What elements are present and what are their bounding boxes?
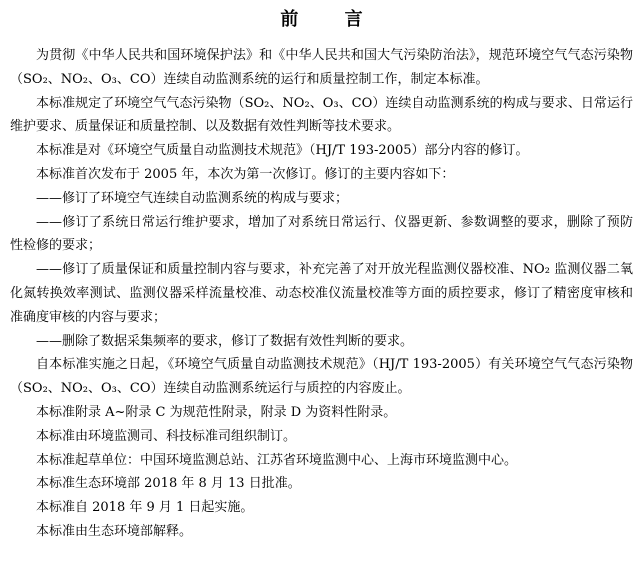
revision-item: ——删除了数据采集频率的要求，修订了数据有效性判断的要求。: [36, 333, 414, 349]
paragraph-scope: 本标准规定了环境空气气态污染物（SO₂、NO₂、O₃、CO）连续自动监测系统的构成与要求、日常运行维护要求、质量保证和质量控制、以及数据有效性判断等技术要求。: [10, 95, 633, 135]
document-body: [10, 44, 633, 544]
paragraph-organizer: 本标准由环境监测司、科技标准司组织制订。: [36, 428, 297, 444]
paragraph-revision-of: 本标准是对《环境空气质量自动监测技术规范》（HJ/T 193-2005）部分内容的修订。: [36, 143, 529, 159]
paragraph-interpretation: 本标准由生态环境部解释。: [36, 523, 193, 539]
paragraph-abolishment: 自本标准实施之日起，《环境空气质量自动监测技术规范》（HJ/T 193-2005）有关环境空气气态污染物（SO₂、NO₂、O₃、CO）连续自动监测系统运行与质控的内容废止。: [10, 357, 633, 397]
revision-item: ——修订了环境空气连续自动监测系统的构成与要求；: [36, 190, 349, 206]
revision-item: ——修订了系统日常运行维护要求，增加了对系统日常运行、仪器更新、参数调整的要求，删除了预防性检修的要求；: [10, 214, 633, 254]
paragraph-first-release: 本标准首次发布于 2005 年，本次为第一次修订。修订的主要内容如下：: [36, 166, 455, 182]
paragraph-effective-date: 本标准自 2018 年 9 月 1 日起实施。: [36, 500, 254, 516]
paragraph-drafters: 本标准起草单位：中国环境监测总站、江苏省环境监测中心、上海市环境监测中心。: [36, 452, 518, 468]
paragraph-purpose: 为贯彻《中华人民共和国环境保护法》和《中华人民共和国大气污染防治法》，规范环境空气气态污染物（SO₂、NO₂、O₃、CO）连续自动监测系统的运行和质量控制工作，制定本标准。: [10, 48, 633, 87]
page-title: 前 言: [280, 9, 383, 30]
paragraph-approval: 本标准生态环境部 2018 年 8 月 13 日批准。: [36, 476, 301, 492]
paragraph-appendices: 本标准附录 A~附录 C 为规范性附录，附录 D 为资料性附录。: [36, 404, 397, 420]
revision-item: ——修订了质量保证和质量控制内容与要求，补充完善了对开放光程监测仪器校准、NO₂ 监测仪器二氧化氮转换效率测试、监测仪器采样流量校准、动态校准仪流量校准等方面的质控要求，修订了精密度审核和准确度审核的内容与要求；: [10, 262, 633, 325]
